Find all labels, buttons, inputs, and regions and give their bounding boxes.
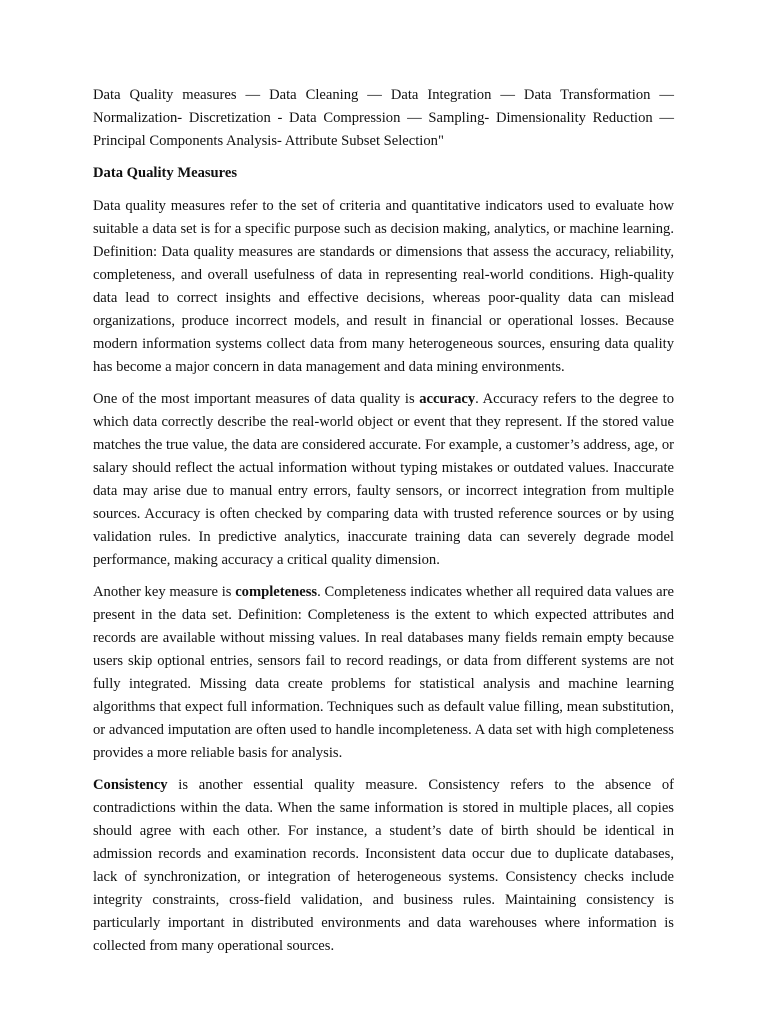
topics-line: Data Quality measures — Data Cleaning — Data Integration — Data Transformation — Normalization- Discretization - Data Compression — Sampling- Dimensionality Reduction — Principal Components Analysis- Attribute Subset Selection"	[93, 87, 674, 149]
consistency-term: Consistency	[93, 777, 168, 793]
completeness-body: . Completeness indicates whether all required data values are present in the data set. Definition: Completeness is the extent to which expected attributes and records are available without missing values. In real databases many fields remain empty because users skip optional entries, sensors fail to record readings, or data from different systems are not fully integrated. Missing data create problems for statistical analysis and machine learning algorithms that expect full information. Techniques such as default value filling, mean substitution, or advanced imputation are often used to handle incompleteness. A data set with high completeness provides a more reliable basis for analysis.	[93, 584, 674, 761]
document-page	[93, 84, 674, 967]
accuracy-body: . Accuracy refers to the degree to which data correctly describe the real-world object or event that they represent. If the stored value matches the true value, the data are considered accurate. For example, a customer’s address, age, or salary should reflect the actual information without typing mistakes or outdated values. Inaccurate data may arise due to manual entry errors, faulty sensors, or incorrect integration from multiple sources. Accuracy is often checked by comparing data with trusted reference sources or by using validation rules. In predictive analytics, inaccurate training data can severely degrade model performance, making accuracy a critical quality dimension.	[93, 391, 674, 568]
accuracy-lead: One of the most important measures of data quality is	[93, 391, 420, 407]
accuracy-term: accuracy	[419, 391, 476, 407]
consistency-paragraph	[93, 774, 674, 958]
accuracy-paragraph	[93, 388, 674, 572]
consistency-body: is another essential quality measure. Consistency refers to the absence of contradictions within the data. When the same information is stored in multiple places, all copies should agree with each other. For instance, a student’s date of birth should be identical in admission records and examination records. Inconsistent data occur due to duplicate databases, lack of synchronization, or integration of heterogeneous systems. Consistency checks include integrity constraints, cross-field validation, and business rules. Maintaining consistency is particularly important in distributed environments and data warehouses where information is collected from many operational sources.	[93, 777, 674, 954]
completeness-term: completeness	[235, 584, 318, 600]
completeness-lead: Another key measure is	[93, 584, 236, 600]
section-heading: Data Quality Measures	[93, 165, 238, 181]
completeness-paragraph	[93, 581, 674, 765]
intro-paragraph: Data quality measures refer to the set of criteria and quantitative indicators used to evaluate how suitable a data set is for a specific purpose such as decision making, analytics, or machine learning. Definition: Data quality measures are standards or dimensions that assess the accuracy, reliability, completeness, and overall usefulness of data in representing real-world conditions. High-quality data lead to correct insights and effective decisions, whereas poor-quality data can mislead organizations, produce incorrect models, and result in financial or operational losses. Because modern information systems collect data from many heterogeneous sources, ensuring data quality has become a major concern in data management and data mining environments.	[93, 198, 674, 375]
